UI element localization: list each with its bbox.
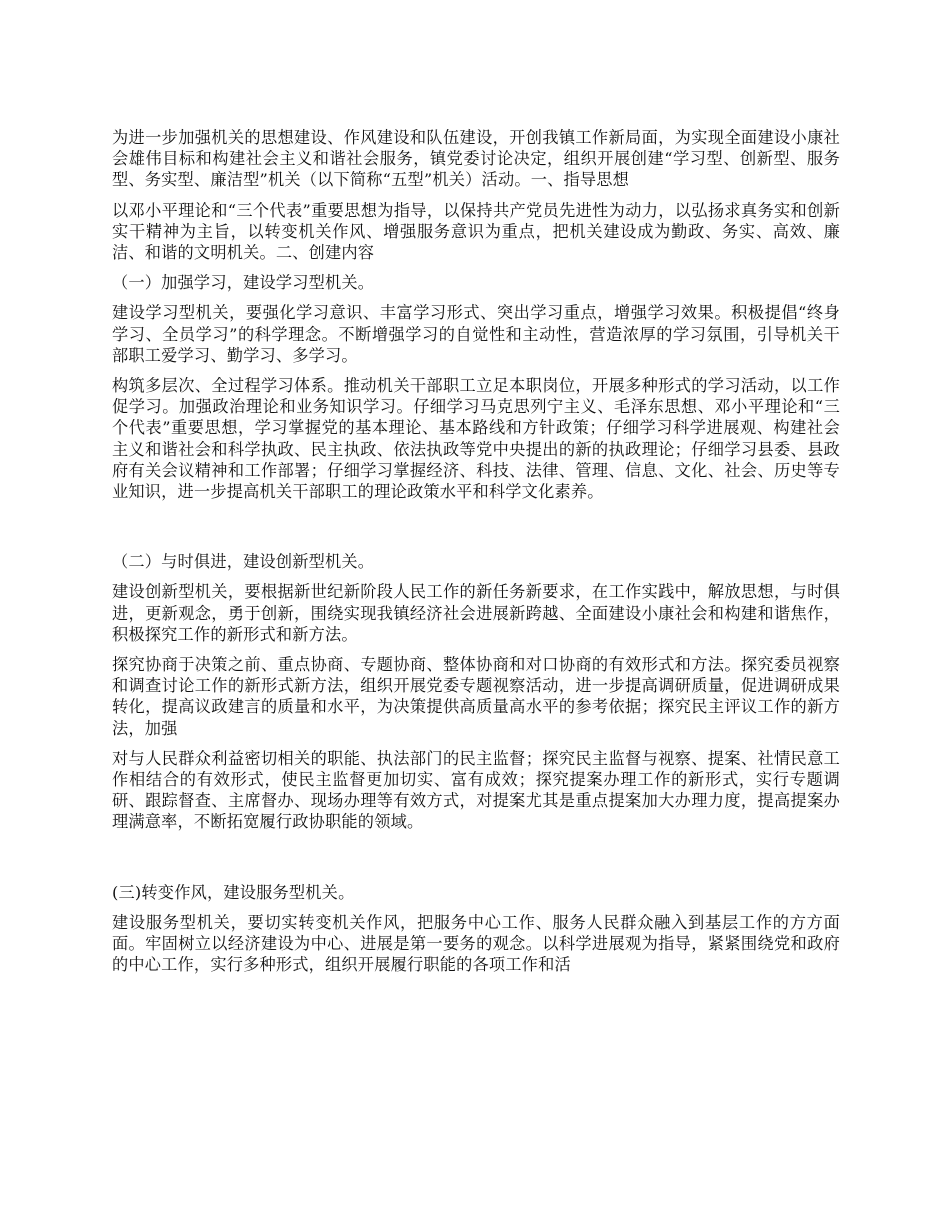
supervision-paragraph: 对与人民群众利益密切相关的职能、执法部门的民主监督；探究民主监督与视察、提案、社情民意工作相结合的有效形式，使民主监督更加切实、富有成效；探究提案办理工作的新形式，实行专题调研、跟踪督查、主席督办、现场办理等有效方式，对提案尤其是重点提案加大办理力度，提高提案办理满意率，不断拓宽履行政协职能的领域。: [112, 748, 840, 832]
consultation-paragraph: 探究协商于决策之前、重点协商、专题协商、整体协商和对口协商的有效形式和方法。探究委员视察和调查讨论工作的新形式新方法，组织开展党委专题视察活动，进一步提高调研质量，促进调研成果转化，提高议政建言的质量和水平，为决策提供高质量高水平的参考依据；探究民主评议工作的新方法，加强: [112, 655, 840, 738]
document-body: [112, 127, 840, 976]
section-heading-2: （二）与时俱进，建设创新型机关。: [112, 552, 375, 572]
intro-paragraph: 为进一步加强机关的思想建设、作风建设和队伍建设，开创我镇工作新局面，为实现全面建设小康社会雄伟目标和构建社会主义和谐社会服务，镇党委讨论决定，组织开展创建“学习型、创新型、服务型、务实型、廉洁型”机关（以下简称“五型”机关）活动。一、指导思想: [112, 128, 840, 190]
service-paragraph: 建设服务型机关，要切实转变机关作风，把服务中心工作、服务人民群众融入到基层工作的方方面面。牢固树立以经济建设为中心、进展是第一要务的观念。以科学进展观为指导，紧紧围绕党和政府的中心工作，实行多种形式，组织开展履行职能的各项工作和活: [112, 912, 840, 975]
learning-paragraph: 建设学习型机关，要强化学习意识、丰富学习形式、突出学习重点，增强学习效果。积极提倡“终身学习、全员学习”的科学理念。不断增强学习的自觉性和主动性，营造浓厚的学习氛围，引导机关干部职工爱学习、勤学习、多学习。: [112, 303, 840, 365]
innovation-paragraph: 建设创新型机关，要根据新世纪新阶段人民工作的新任务新要求，在工作实践中，解放思想，与时俱进，更新观念，勇于创新，围绕实现我镇经济社会进展新跨越、全面建设小康社会和构建和谐焦作，积极探究工作的新形式和新方法。: [112, 582, 840, 644]
learning-system-paragraph: 构筑多层次、全过程学习体系。推动机关干部职工立足本职岗位，开展多种形式的学习活动，以工作促学习。加强政治理论和业务知识学习。仔细学习马克思列宁主义、毛泽东思想、邓小平理论和“三个代表”重要思想，学习掌握党的基本理论、基本路线和方针政策；仔细学习科学进展观、构建社会主义和谐社会和科学执政、民主执政、依法执政等党中央提出的新的执政理论；仔细学习县委、县政府有关会议精神和工作部署；仔细学习掌握经济、科技、法律、管理、信息、文化、社会、历史等专业知识，进一步提高机关干部职工的理论政策水平和科学文化素养。: [112, 376, 840, 502]
section-heading-3: (三)转变作风，建设服务型机关。: [112, 882, 355, 902]
section-heading-1: （一）加强学习，建设学习型机关。: [112, 273, 375, 293]
guiding-thought-paragraph: 以邓小平理论和“三个代表”重要思想为指导，以保持共产党员先进性为动力，以弘扬求真务实和创新实干精神为主旨，以转变机关作风、增强服务意识为重点，把机关建设成为勤政、务实、高效、廉洁、和谐的文明机关。二、创建内容: [112, 200, 840, 263]
